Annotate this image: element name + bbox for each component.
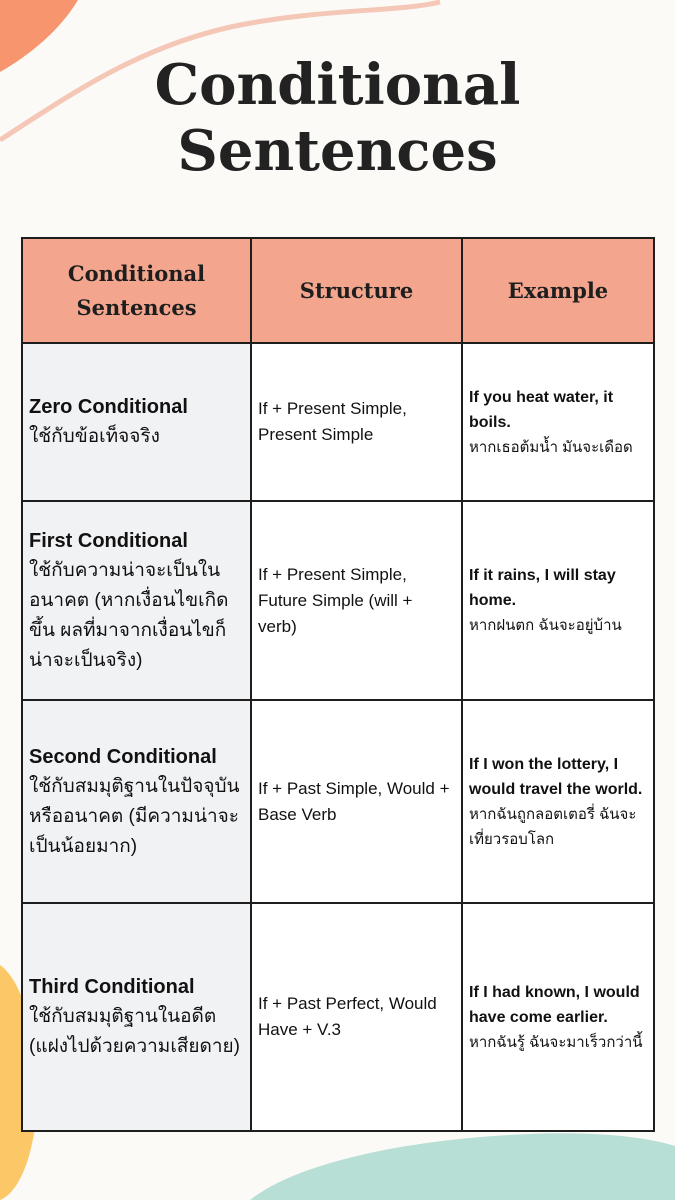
conditional-table [21,237,655,1132]
conditional-description: ใช้กับความน่าจะเป็นในอนาคต (หากเงื่อนไขเกิดขึ้น ผลที่มาจากเงื่อนไขก็น่าจะเป็นจริง) [29,559,229,671]
structure-text: If + Past Simple, Would + Base Verb [258,778,450,824]
conditional-name: Zero Conditional [29,396,188,418]
structure-text: If + Present Simple, Future Simple (will + verb) [258,564,413,636]
header-example: Example [462,238,654,343]
header-conditional: Conditional Sentences [22,238,251,343]
row-example-cell [462,501,654,700]
row-name-cell [22,501,251,700]
row-structure-cell [251,501,462,700]
conditional-description: ใช้กับสมมุติฐานในปัจจุบันหรืออนาคต (มีความน่าจะเป็นน้อยมาก) [29,775,240,857]
row-example-cell [462,700,654,903]
bottom-teal-blob [250,1133,675,1200]
structure-text: If + Present Simple, Present Simple [258,399,407,444]
row-name-cell [22,903,251,1131]
structure-text: If + Past Perfect, Would Have + V.3 [258,994,437,1039]
example-thai: หากเธอต้มน้ำ มันจะเดือด [469,438,633,456]
row-structure-cell [251,903,462,1131]
conditional-description: ใช้กับสมมุติฐานในอดีต (แฝงไปด้วยความเสียดาย) [29,1006,241,1057]
conditional-name: Third Conditional [29,976,195,998]
row-example-cell [462,903,654,1131]
example-thai: หากฉันถูกลอตเตอรี่ ฉันจะเที่ยวรอบโลก [469,805,637,848]
table-row [22,903,654,1131]
example-english: If you heat water, it boils. [469,388,614,431]
page-title [0,52,675,184]
row-name-cell [22,343,251,501]
example-thai: หากฝนตก ฉันจะอยู่บ้าน [469,617,622,634]
conditional-name: First Conditional [29,529,188,552]
example-english: If I had known, I would have come earlier. [469,983,640,1026]
table-header-row [22,238,654,343]
table-row [22,700,654,903]
row-structure-cell [251,700,462,903]
conditional-name: Second Conditional [29,745,217,768]
row-name-cell [22,700,251,903]
row-structure-cell [251,343,462,501]
example-thai: หากฉันรู้ ฉันจะมาเร็วกว่านี้ [469,1033,643,1051]
title-line-2: Sentences [177,118,498,184]
conditional-description: ใช้กับข้อเท็จจริง [29,426,160,447]
title-line-1: Conditional [154,52,521,118]
header-structure: Structure [251,238,462,343]
table-row [22,501,654,700]
row-example-cell [462,343,654,501]
example-english: If I won the lottery, I would travel the world. [469,755,643,798]
example-english: If it rains, I will stay home. [469,567,616,609]
table-row [22,343,654,501]
